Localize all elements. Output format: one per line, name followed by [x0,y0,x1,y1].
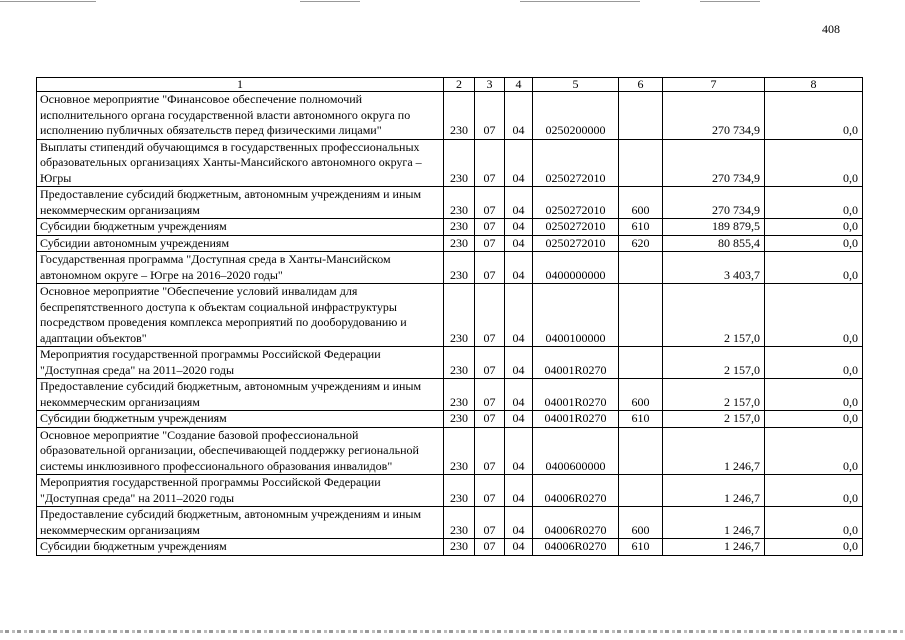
cell-col-2: 230 [444,139,475,187]
table-row [37,252,863,284]
cell-col-4: 04 [505,187,533,219]
cell-col-4: 04 [505,219,533,236]
row-name: Субсидии бюджетным учреждениям [37,219,444,236]
cell-col-7: 1 246,7 [663,475,765,507]
table-row [37,235,863,252]
cell-col-8: 0,0 [765,252,863,284]
cell-col-4: 04 [505,252,533,284]
cell-col-2: 230 [444,252,475,284]
cell-col-4: 04 [505,235,533,252]
cell-col-7: 189 879,5 [663,219,765,236]
cell-col-5: 04001R0270 [533,347,619,379]
header-col-8: 8 [765,78,863,92]
row-name: Предоставление субсидий бюджетным, автономным учреждениям и иным некоммерческим организациям [37,379,444,411]
cell-col-5: 04006R0270 [533,539,619,556]
cell-col-6 [619,475,663,507]
cell-col-7: 2 157,0 [663,411,765,428]
cell-col-7: 2 157,0 [663,379,765,411]
table-row [37,219,863,236]
row-name: Субсидии автономным учреждениям [37,235,444,252]
cell-col-3: 07 [475,139,505,187]
table-row [37,427,863,475]
table-row [37,379,863,411]
cell-col-2: 230 [444,507,475,539]
cell-col-4: 04 [505,139,533,187]
header-col-4: 4 [505,78,533,92]
cell-col-7: 1 246,7 [663,507,765,539]
cell-col-7: 1 246,7 [663,427,765,475]
cell-col-4: 04 [505,379,533,411]
table-row [37,139,863,187]
cell-col-7: 2 157,0 [663,284,765,347]
row-name: Государственная программа "Доступная среда в Ханты-Мансийском автономном округе – Югре на 2016–2020 годы" [37,252,444,284]
cell-col-8: 0,0 [765,187,863,219]
table-row [37,284,863,347]
cell-col-5: 04006R0270 [533,475,619,507]
cell-col-6 [619,347,663,379]
cell-col-5: 04001R0270 [533,411,619,428]
scan-edge-bottom [0,630,905,633]
cell-col-3: 07 [475,539,505,556]
cell-col-8: 0,0 [765,507,863,539]
cell-col-8: 0,0 [765,411,863,428]
row-name: Субсидии бюджетным учреждениям [37,539,444,556]
cell-col-5: 0250272010 [533,235,619,252]
cell-col-7: 2 157,0 [663,347,765,379]
cell-col-4: 04 [505,475,533,507]
cell-col-4: 04 [505,427,533,475]
cell-col-3: 07 [475,379,505,411]
cell-col-6 [619,284,663,347]
row-name: Предоставление субсидий бюджетным, автономным учреждениям и иным некоммерческим организациям [37,507,444,539]
header-col-1: 1 [37,78,444,92]
cell-col-3: 07 [475,284,505,347]
cell-col-5: 04006R0270 [533,507,619,539]
table-row [37,347,863,379]
cell-col-3: 07 [475,187,505,219]
cell-col-4: 04 [505,347,533,379]
table-row [37,539,863,556]
cell-col-8: 0,0 [765,219,863,236]
cell-col-2: 230 [444,475,475,507]
cell-col-4: 04 [505,507,533,539]
cell-col-5: 0250272010 [533,139,619,187]
cell-col-2: 230 [444,92,475,140]
cell-col-8: 0,0 [765,347,863,379]
row-name: Мероприятия государственной программы Российской Федерации "Доступная среда" на 2011–2020 годы [37,475,444,507]
cell-col-8: 0,0 [765,539,863,556]
cell-col-2: 230 [444,379,475,411]
table-row [37,411,863,428]
cell-col-8: 0,0 [765,427,863,475]
cell-col-6: 620 [619,235,663,252]
cell-col-7: 270 734,9 [663,92,765,140]
cell-col-3: 07 [475,507,505,539]
cell-col-6: 610 [619,539,663,556]
table-row [37,92,863,140]
row-name: Основное мероприятие "Создание базовой профессиональной образовательной организации, обеспечивающей поддержку региональной системы инклюзивного профессионального образования инвалидов" [37,427,444,475]
header-col-6: 6 [619,78,663,92]
cell-col-6: 600 [619,507,663,539]
cell-col-4: 04 [505,411,533,428]
row-name: Субсидии бюджетным учреждениям [37,411,444,428]
cell-col-6: 600 [619,379,663,411]
cell-col-7: 3 403,7 [663,252,765,284]
cell-col-2: 230 [444,219,475,236]
cell-col-5: 0250272010 [533,219,619,236]
row-name: Основное мероприятие "Обеспечение условий инвалидам для беспрепятственного доступа к объектам социальной инфраструктуры посредством проведения комплекса мероприятий по дооборудованию и адаптации объектов" [37,284,444,347]
cell-col-3: 07 [475,235,505,252]
cell-col-8: 0,0 [765,139,863,187]
cell-col-7: 1 246,7 [663,539,765,556]
cell-col-7: 80 855,4 [663,235,765,252]
cell-col-2: 230 [444,235,475,252]
cell-col-3: 07 [475,347,505,379]
budget-table [36,77,863,556]
table-row [37,187,863,219]
cell-col-2: 230 [444,187,475,219]
header-col-7: 7 [663,78,765,92]
cell-col-7: 270 734,9 [663,139,765,187]
cell-col-6 [619,92,663,140]
header-col-2: 2 [444,78,475,92]
cell-col-7: 270 734,9 [663,187,765,219]
cell-col-4: 04 [505,284,533,347]
cell-col-5: 0400000000 [533,252,619,284]
cell-col-8: 0,0 [765,284,863,347]
cell-col-5: 0250200000 [533,92,619,140]
cell-col-8: 0,0 [765,475,863,507]
cell-col-3: 07 [475,411,505,428]
cell-col-4: 04 [505,539,533,556]
cell-col-6 [619,252,663,284]
cell-col-2: 230 [444,427,475,475]
cell-col-8: 0,0 [765,379,863,411]
cell-col-2: 230 [444,539,475,556]
row-name: Основное мероприятие "Финансовое обеспечение полномочий исполнительного органа государственной власти автономного округа по исполнению публичных обязательств перед физическими лицами" [37,92,444,140]
scan-edge-top [0,0,905,2]
table-row [37,507,863,539]
header-col-3: 3 [475,78,505,92]
row-name: Выплаты стипендий обучающимся в государственных профессиональных образовательных организациях Ханты-Мансийского автономного округа – Югры [37,139,444,187]
row-name: Предоставление субсидий бюджетным, автономным учреждениям и иным некоммерческим организациям [37,187,444,219]
cell-col-3: 07 [475,252,505,284]
cell-col-5: 0400600000 [533,427,619,475]
row-name: Мероприятия государственной программы Российской Федерации "Доступная среда" на 2011–2020 годы [37,347,444,379]
cell-col-4: 04 [505,92,533,140]
cell-col-6: 610 [619,219,663,236]
page-number: 408 [822,22,840,36]
cell-col-6: 600 [619,187,663,219]
cell-col-6 [619,427,663,475]
cell-col-6 [619,139,663,187]
cell-col-2: 230 [444,284,475,347]
table-row [37,475,863,507]
cell-col-8: 0,0 [765,92,863,140]
cell-col-5: 04001R0270 [533,379,619,411]
cell-col-3: 07 [475,427,505,475]
cell-col-5: 0400100000 [533,284,619,347]
cell-col-3: 07 [475,475,505,507]
cell-col-6: 610 [619,411,663,428]
cell-col-8: 0,0 [765,235,863,252]
header-row [37,78,863,92]
header-col-5: 5 [533,78,619,92]
cell-col-3: 07 [475,92,505,140]
cell-col-5: 0250272010 [533,187,619,219]
cell-col-3: 07 [475,219,505,236]
cell-col-2: 230 [444,411,475,428]
cell-col-2: 230 [444,347,475,379]
